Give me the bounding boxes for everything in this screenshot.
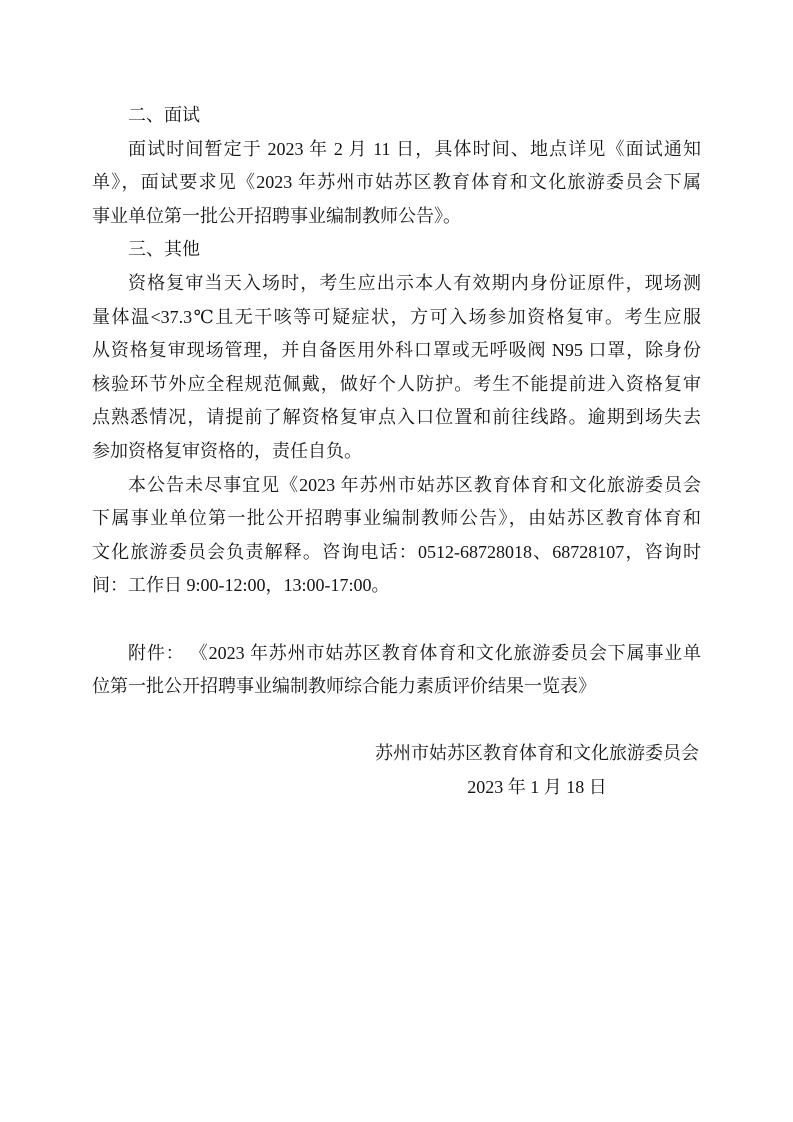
doc-line: 事业单位第一批公开招聘事业编制教师公告》。 xyxy=(92,205,461,226)
doc-line: 核验环节外应全程规范佩戴，做好个人防护。考生不能提前进入资格复审 xyxy=(92,373,701,394)
signature-block xyxy=(375,737,699,804)
blank-line xyxy=(92,704,701,738)
doc-line: 间：工作日 9:00-12:00，13:00-17:00。 xyxy=(92,575,390,596)
doc-line: 从资格复审现场管理，并自备医用外科口罩或无呼吸阀 N95 口罩，除身份 xyxy=(92,340,701,361)
doc-line: 单》，面试要求见《2023 年苏州市姑苏区教育体育和文化旅游委员会下属 xyxy=(92,172,701,193)
doc-line: 参加资格复审资格的，责任自负。 xyxy=(92,440,362,461)
doc-line: 量体温<37.3℃且无干咳等可疑症状，方可入场参加资格复审。考生应服 xyxy=(92,306,701,327)
issuing-authority: 苏州市姑苏区教育体育和文化旅游委员会 xyxy=(375,743,699,764)
blank-line xyxy=(92,603,701,637)
issue-date: 2023 年 1 月 18 日 xyxy=(467,776,607,797)
doc-line: 资格复审当天入场时，考生应出示本人有效期内身份证原件，现场测 xyxy=(128,272,701,293)
notice-body xyxy=(92,0,701,804)
attachment-line: 附件： 《2023 年苏州市姑苏区教育体育和文化旅游委员会下属事业单 xyxy=(128,642,701,663)
section-heading-other: 三、其他 xyxy=(128,239,200,260)
doc-line: 本公告未尽事宜见《2023 年苏州市姑苏区教育体育和文化旅游委员会 xyxy=(128,474,701,495)
doc-line: 面试时间暂定于 2023 年 2 月 11 日，具体时间、地点详见《面试通知 xyxy=(128,138,701,159)
doc-line: 文化旅游委员会负责解释。咨询电话：0512-68728018、68728107，咨询时 xyxy=(92,541,701,562)
doc-line: 下属事业单位第一批公开招聘事业编制教师公告》，由姑苏区教育体育和 xyxy=(92,508,701,529)
attachment-line: 位第一批公开招聘事业编制教师综合能力素质评价结果一览表》 xyxy=(92,676,596,697)
doc-line: 点熟悉情况，请提前了解资格复审点入口位置和前往线路。逾期到场失去 xyxy=(92,407,701,428)
section-heading-interview: 二、面试 xyxy=(128,105,200,125)
